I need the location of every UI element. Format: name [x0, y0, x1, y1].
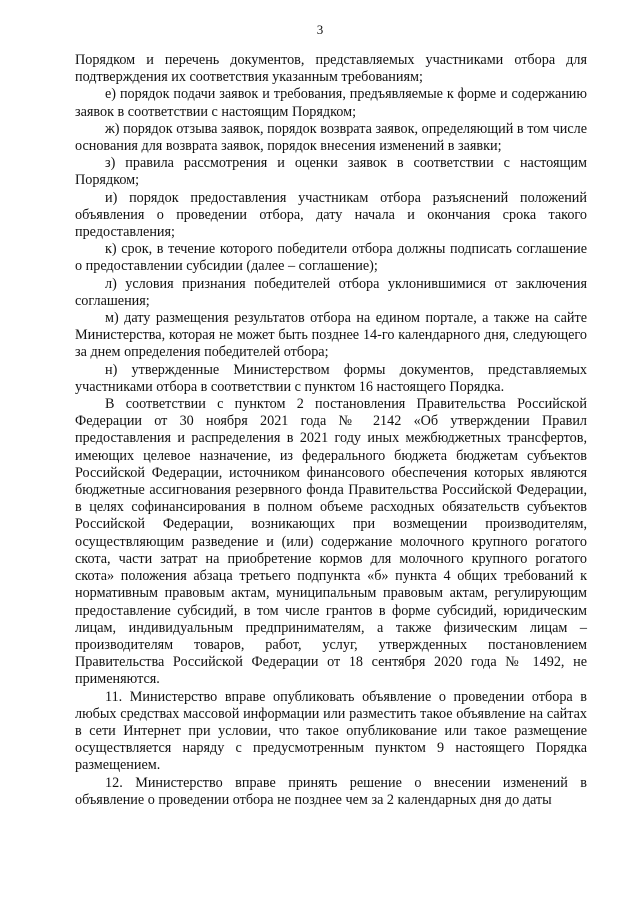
- paragraph-item-i: и) порядок предоставления участникам отбора разъяснений положений объявления о проведении отбора, дату начала и окончания срока такого предоставления;: [75, 189, 587, 241]
- paragraph-item-l: л) условия признания победителей отбора уклонившимися от заключения соглашения;: [75, 275, 587, 309]
- paragraph-continuation: Порядком и перечень документов, представляемых участниками отбора для подтверждения их соответствия указанным требованиям;: [75, 52, 587, 86]
- paragraph-clause-12: 12. Министерство вправе принять решение о внесении изменений в объявление о проведении отбора не позднее чем за 2 календарных дня до даты: [75, 774, 587, 808]
- paragraph-item-z: з) правила рассмотрения и оценки заявок в соответствии с настоящим Порядком;: [75, 155, 587, 189]
- paragraph-item-n: н) утвержденные Министерством формы документов, представляемых участниками отбора в соответствии с пунктом 16 настоящего Порядка.: [75, 361, 587, 395]
- paragraph-item-m: м) дату размещения результатов отбора на едином портале, а также на сайте Министерства, которая не может быть позднее 14-го календарного дня, следующего за днем определения победителей отбора;: [75, 310, 587, 361]
- paragraph-government-decree: В соответствии с пунктом 2 постановления Правительства Российской Федерации от 30 ноября 2021 года № 2142 «Об утверждении Правил предоставления и распределения в 2021 году иных межбюджетных трансфертов, имеющих целевое назначение, из федерального бюджета бюджетам субъектов Российской Федерации, источником финансового обеспечения которых являются бюджетные ассигнования резервного фонда Правительства Российской Федерации, в целях софинансирования в полном объеме расходных обязательств субъектов Российской Федерации, возникающих при возмещении производителям, осуществляющим разведение и (или) содержание молочного крупного рогатого скота, части затрат на приобретение кормов для молочного крупного рогатого скота» положения абзаца третьего подпункта «б» пункта 4 общих требований к нормативным правовым актам, муниципальным правовым актам, регулирующим предоставление субсидий, в том числе грантов в форме субсидий, юридическим лицам, индивидуальным предпринимателям, а также физическим лицам – производителям товаров, работ, услуг, утвержденных постановлением Правительства Российской Федерации от 18 сентября 2020 года № 1492, не применяются.: [75, 396, 587, 688]
- paragraph-item-e: е) порядок подачи заявок и требования, предъявляемые к форме и содержанию заявок в соответствии с настоящим Порядком;: [75, 86, 587, 120]
- paragraph-item-zh: ж) порядок отзыва заявок, порядок возврата заявок, определяющий в том числе основания для возврата заявок, порядок внесения изменений в заявки;: [75, 120, 587, 155]
- paragraph-clause-11: 11. Министерство вправе опубликовать объявление о проведении отбора в любых средствах массовой информации или разместить такое объявление на сайтах в сети Интернет при условии, что такое опубликование или такое размещение осуществляется наряду с предусмотренным пунктом 9 настоящего Порядка размещением.: [75, 688, 587, 774]
- paragraph-item-k: к) срок, в течение которого победители отбора должны подписать соглашение о предоставлении субсидии (далее – соглашение);: [75, 241, 587, 275]
- page-number: 3: [316, 22, 324, 37]
- document-body: [75, 52, 587, 809]
